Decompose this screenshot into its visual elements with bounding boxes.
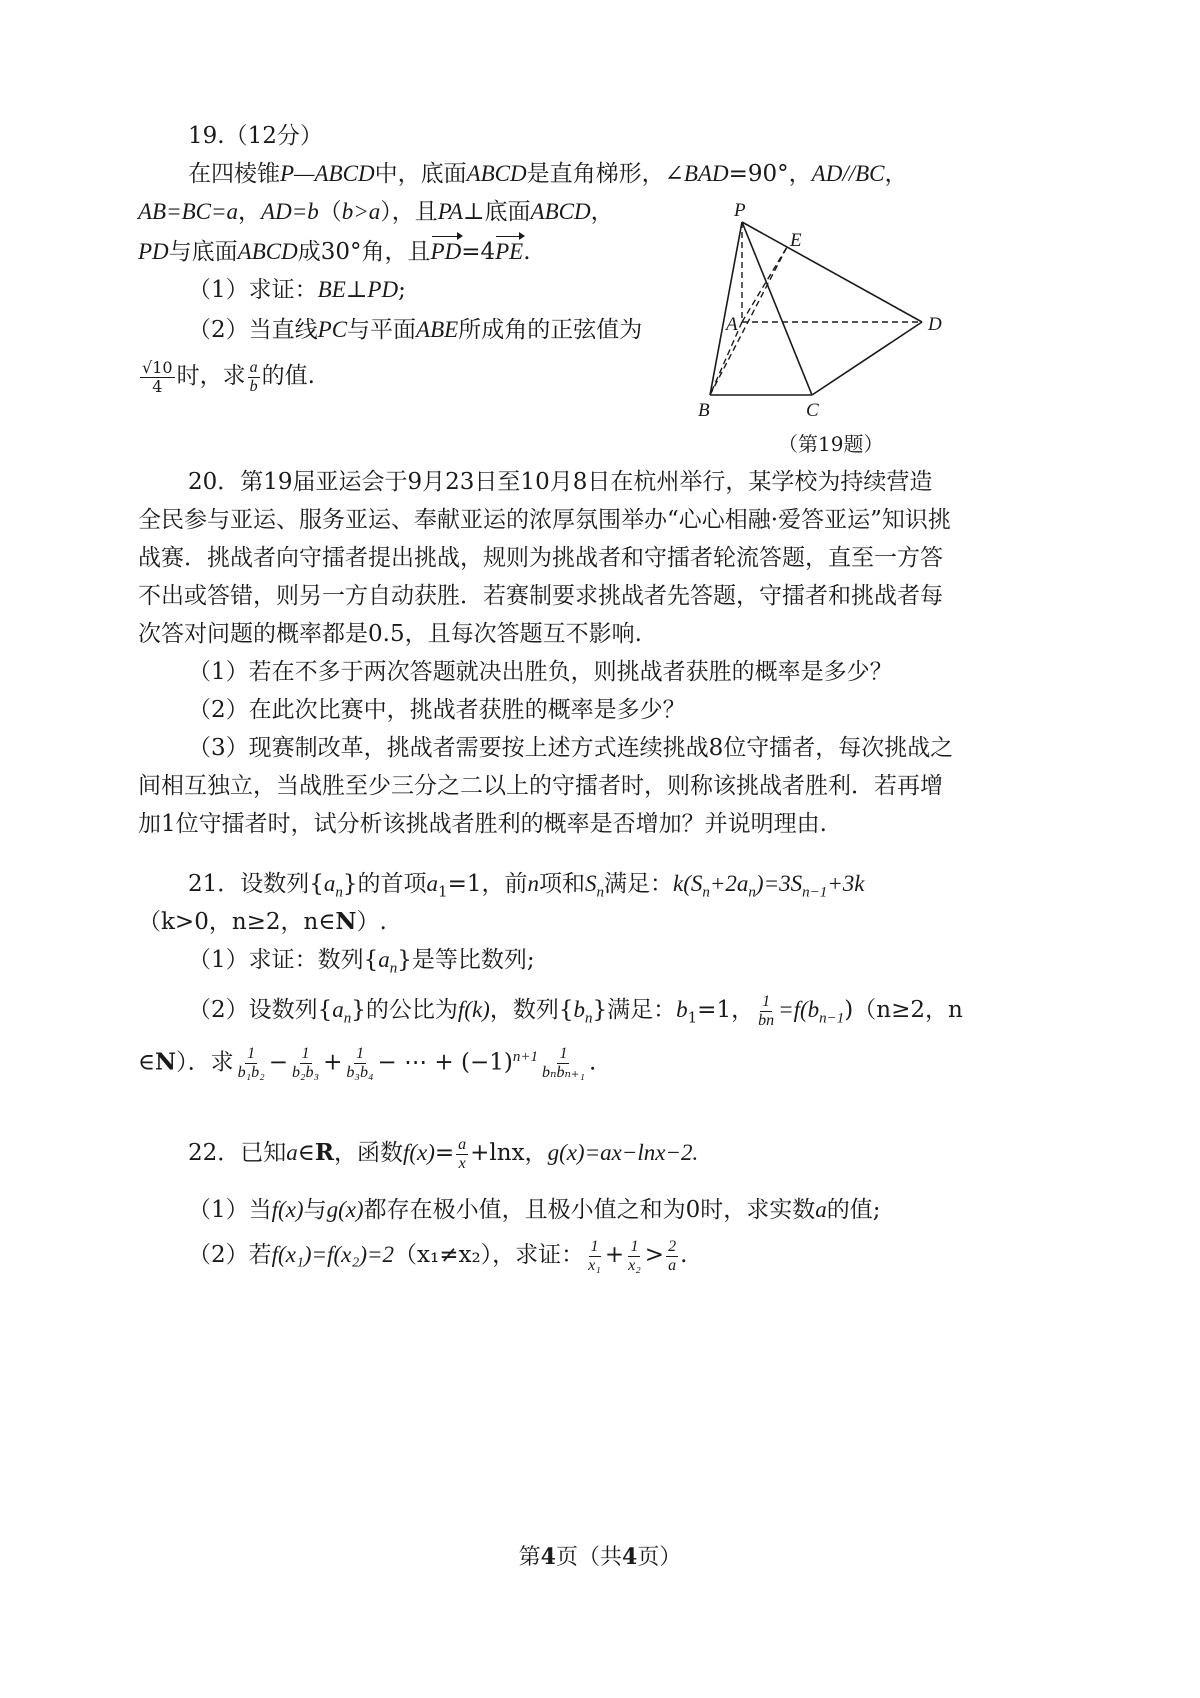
q19-part-2: （2）当直线PC与平面ABE所成角的正弦值为 (188, 317, 643, 343)
page-footer: 第4页（共4页） (518, 1544, 682, 1570)
q21-part-1: （1）求证：数列$\{a_n\}$是等比数列; (188, 947, 535, 977)
q19-line-3: PD与底面ABCD成30°角，且PD=4PE. (138, 234, 531, 270)
edge-pb (710, 222, 742, 395)
q20-line-3: 战赛．挑战者向守擂者提出挑战，规则为挑战者和守擂者轮流答题，直至一方答 (138, 545, 943, 571)
label-b: B (698, 400, 710, 421)
q20-part-3-l3: 加1位守擂者时，试分析该挑战者胜利的概率是否增加？并说明理由. (138, 811, 827, 837)
edge-cd (812, 322, 922, 395)
a-over-x: $\frac{a}{x}$ (458, 1135, 467, 1172)
q20-line-5: 次答对问题的概率都是0.5，且每次答题互不影响. (138, 621, 642, 647)
q19-header: 19.（12分） (188, 123, 323, 149)
sqrt10-over-4: $\frac{√10}{4}$ (142, 357, 173, 396)
q20-line-1: 20．第19届亚运会于9月23日至10月8日在杭州举行，某学校为持续营造 (188, 469, 933, 495)
label-a: A (726, 314, 738, 335)
q20-part-2: （2）在此次比赛中，挑战者获胜的概率是多少？ (188, 697, 686, 723)
figure-caption: （第19题） (778, 432, 884, 456)
q19-line-2: AB=BC=a，AD=b（b>a），且PA⊥底面ABCD， (138, 199, 614, 225)
frac-b3b4: $\frac{1}{\text{b₃b₄}}$ (346, 1045, 374, 1082)
q20-line-4: 不出或答错，则另一方自动获胜．若赛制要求挑战者先答题，守擂者和挑战者每 (138, 583, 943, 609)
q20-part-3-l2: 间相互独立，当战胜至少三分之二以上的守擂者时，则称该挑战者胜利．若再增 (138, 773, 943, 799)
q21-part-2-cont: ∈N）．求 $\frac{1}{\text{b₁b₂}}$ − $\frac{1}{\text{b₂b₃}}$ + $\frac{1}{\text{b₃b₄}}$ − ⋯ + $(-1)^{n+1}$ $\frac{1}{\text{bₙbₙ₊₁}}$ . (138, 1045, 597, 1082)
two-over-a: $\frac{2}{a}$ (668, 1237, 677, 1274)
frac-bnbn1: $\frac{1}{\text{bₙbₙ₊₁}}$ (541, 1045, 585, 1082)
q19-part-2-cont: $\frac{√10}{4}$ 时，求 $\frac{a}{b}$ 的值. (142, 357, 315, 396)
q21-part-2: （2）设数列$\{a_n\}$的公比为f(k)，数列$\{b_n\}$满足：$b_1=1$， $\frac{1}{bn}$ $=f(b_{n-1})(n\ge 2$，n (188, 992, 963, 1029)
q20-part-1: （1）若在不多于两次答题就决出胜负，则挑战者获胜的概率是多少？ (188, 659, 893, 685)
edge-pd (742, 222, 922, 322)
q21-line-2: （k>0，n≥2，n∈N）. (138, 908, 387, 935)
q22-part-1: （1）当f(x)与g(x)都存在极小值，且极小值之和为0时，求实数a的值; (188, 1197, 881, 1223)
frac-b2b3: $\frac{1}{\text{b₂b₃}}$ (291, 1045, 320, 1082)
label-c: C (806, 400, 819, 421)
q22-line-1: 22．已知a∈R，函数f(x)= $\frac{a}{x}$ +lnx，g(x)=ax−lnx−2. (188, 1135, 699, 1172)
q21-line-1: 21．设数列$\{a_n\}$的首项$a_1=1$，前n项和$S_n$满足：$k(S_n+2a_n)=3S_{n-1}+3k$ (188, 871, 865, 901)
q19-part-1: （1）求证：BE⊥PD; (188, 277, 406, 303)
pyramid-figure (690, 200, 990, 450)
q19-line-1: 在四棱锥P—ABCD中，底面ABCD是直角梯形，∠BAD=90°，AD//BC， (188, 161, 908, 187)
q22-part-2: （2）若f(x₁)=f(x₂)=2（x₁≠x₂），求证： $\frac{1}{\text{x₁}}$ + $\frac{1}{\text{x₂}}$ > $\frac{2}{a}$ . (188, 1237, 688, 1274)
one-over-x1: $\frac{1}{\text{x₁}}$ (588, 1237, 601, 1274)
label-e: E (790, 230, 802, 251)
q20-part-3-l1: （3）现赛制改革，挑战者需要按上述方式连续挑战8位守擂者，每次挑战之 (188, 735, 954, 761)
label-d: D (928, 314, 942, 335)
one-over-x2: $\frac{1}{\text{x₂}}$ (628, 1237, 641, 1274)
one-over-bn: $\frac{1}{bn}$ (758, 992, 775, 1029)
q20-line-2: 全民参与亚运、服务亚运、奉献亚运的浓厚氛围举办“心心相融·爱答亚运”知识挑 (138, 507, 951, 533)
label-p: P (734, 200, 746, 221)
edge-ae (742, 247, 787, 322)
edge-be (710, 247, 787, 395)
a-over-b: $\frac{a}{b}$ (249, 358, 258, 395)
frac-b1b2: $\frac{1}{\text{b₁b₂}}$ (237, 1045, 265, 1082)
